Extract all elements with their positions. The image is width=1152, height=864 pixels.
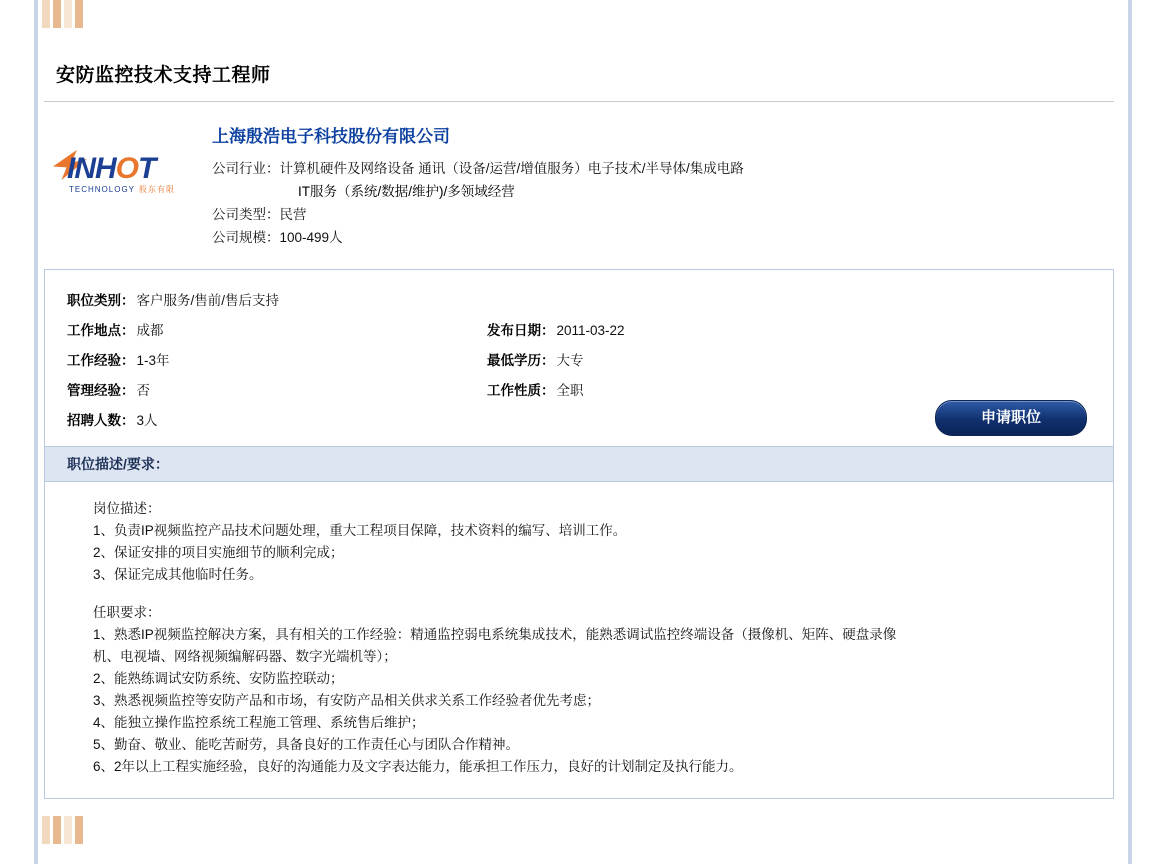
company-logo <box>53 148 203 202</box>
description-section-header: 职位描述/要求： <box>45 446 1113 482</box>
detail-cell-management <box>67 376 487 406</box>
detail-cell-education <box>487 346 584 376</box>
detail-cell-location <box>67 316 487 346</box>
desc-line: 任职要求： <box>93 605 161 620</box>
logo-subtitle-cn: 股东有限 <box>139 185 176 194</box>
publish-label: 发布日期： <box>487 323 555 338</box>
job-detail-grid <box>45 282 1113 446</box>
company-info <box>212 120 1114 249</box>
desc-line: 5、勤奋、敬业、能吃苦耐劳，具备良好的工作责任心与团队合作精神。 <box>93 737 520 752</box>
company-name[interactable]: 上海殷浩电子科技股份有限公司 <box>212 127 450 146</box>
company-type-label: 公司类型： <box>212 207 280 222</box>
company-size-value: 100-499人 <box>279 230 343 245</box>
logo-text-o: O <box>115 152 139 185</box>
logo-wordmark <box>67 152 155 186</box>
desc-line: 机、电视墙、网络视频编解码器、数字光端机等）； <box>93 649 397 664</box>
logo-text-main: INH <box>67 152 116 185</box>
company-logo-container <box>44 120 212 202</box>
left-rail <box>34 0 38 864</box>
bottom-decoration-stripes <box>42 816 83 844</box>
experience-label: 工作经验： <box>67 353 135 368</box>
detail-cell-publish <box>487 316 625 346</box>
detail-cell-category <box>67 286 487 316</box>
experience-value: 1-3年 <box>136 353 170 368</box>
company-section <box>44 102 1114 263</box>
right-rail <box>1128 0 1132 864</box>
desc-line: 2、保证安排的项目实施细节的顺利完成； <box>93 545 344 560</box>
detail-cell-nature <box>487 376 584 406</box>
desc-line: 2、能熟练调试安防系统、安防监控联动； <box>93 671 344 686</box>
company-size-label: 公司规模： <box>212 230 280 245</box>
company-type-value: 民营 <box>279 207 307 222</box>
company-type-row <box>212 203 1114 226</box>
category-label: 职位类别： <box>67 293 135 308</box>
top-decoration-stripes <box>42 0 83 28</box>
desc-line: 1、负责IP视频监控产品技术问题处理，重大工程项目保障，技术资料的编写、培训工作。 <box>93 523 627 538</box>
logo-subtitle <box>69 184 175 195</box>
company-size-row <box>212 226 1114 249</box>
desc-line: 岗位描述： <box>93 501 161 516</box>
management-label: 管理经验： <box>67 383 135 398</box>
job-detail-panel-inner <box>45 270 1113 798</box>
detail-cell-headcount <box>67 406 487 436</box>
education-value: 大专 <box>556 353 584 368</box>
headcount-value: 3人 <box>136 413 158 428</box>
job-description <box>45 482 1113 798</box>
detail-cell-experience <box>67 346 487 376</box>
management-value: 否 <box>136 383 150 398</box>
location-value: 成都 <box>136 323 164 338</box>
detail-row-category <box>67 286 1091 316</box>
apply-button-container <box>935 400 1087 436</box>
page-title: 安防监控技术支持工程师 <box>56 65 271 86</box>
company-industry-row <box>212 157 1114 180</box>
company-industry-value: 计算机硬件及网络设备 通讯（设备/运营/增值服务）电子技术/半导体/集成电路 <box>279 161 744 176</box>
location-label: 工作地点： <box>67 323 135 338</box>
logo-text-tail: T <box>138 152 156 185</box>
publish-value: 2011-03-22 <box>556 323 625 338</box>
headcount-label: 招聘人数： <box>67 413 135 428</box>
nature-label: 工作性质： <box>487 383 555 398</box>
nature-value: 全职 <box>556 383 584 398</box>
job-detail-panel <box>44 269 1114 799</box>
detail-row-location-publish <box>67 316 1091 346</box>
company-industry-label: 公司行业： <box>212 161 280 176</box>
category-value: 客户服务/售前/售后支持 <box>136 293 280 308</box>
desc-line: 1、熟悉IP视频监控解决方案，具有相关的工作经验：精通监控弱电系统集成技术，能熟悉调试监控终端设备（摄像机、矩阵、硬盘录像 <box>93 627 897 642</box>
detail-row-experience-education <box>67 346 1091 376</box>
logo-subtitle-en: TECHNOLOGY <box>69 185 136 194</box>
apply-button[interactable]: 申请职位 <box>935 400 1087 436</box>
job-posting-content <box>44 48 1114 799</box>
desc-line: 3、熟悉视频监控等安防产品和市场，有安防产品相关供求关系工作经验者优先考虑； <box>93 693 601 708</box>
desc-line: 4、能独立操作监控系统工程施工管理、系统售后维护； <box>93 715 425 730</box>
desc-line: 6、2年以上工程实施经验，良好的沟通能力及文字表达能力，能承担工作压力，良好的计划制定及执行能力。 <box>93 759 743 774</box>
company-industry-value-line2: IT服务（系统/数据/维护)/多领域经营 <box>298 184 515 199</box>
desc-spacer <box>93 586 1087 602</box>
education-label: 最低学历： <box>487 353 555 368</box>
desc-line: 3、保证完成其他临时任务。 <box>93 567 263 582</box>
